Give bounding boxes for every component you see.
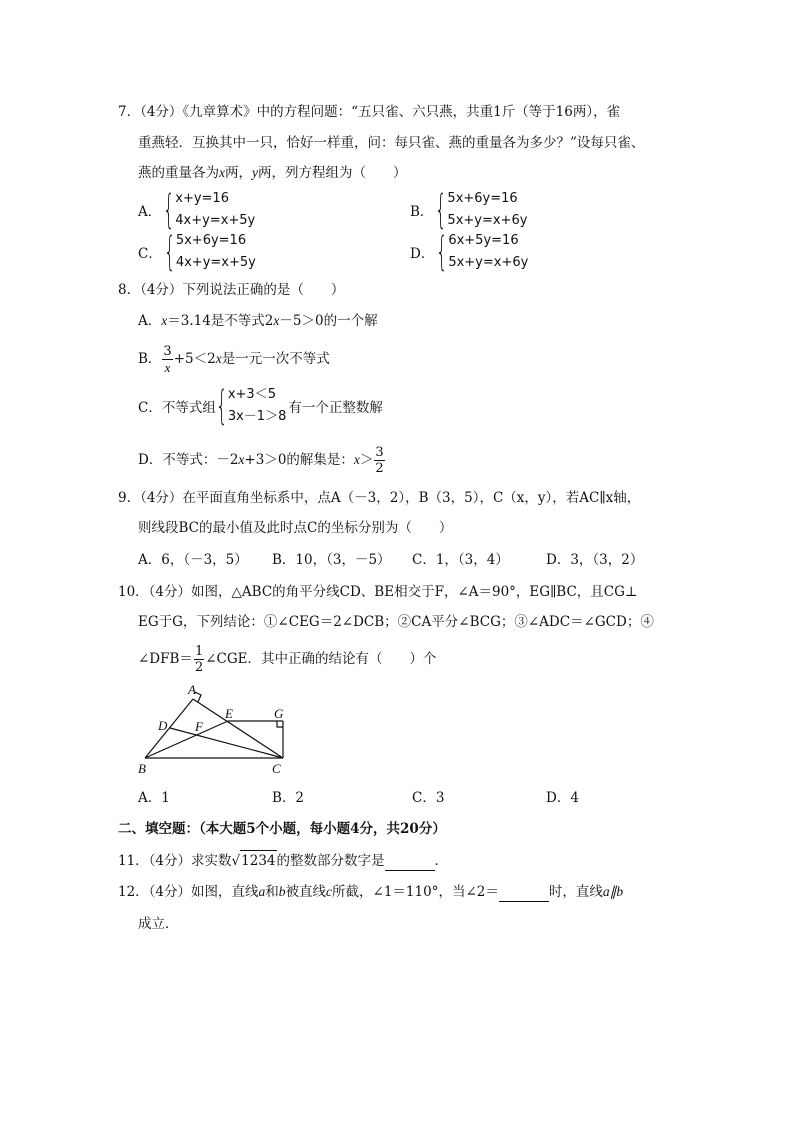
q12-line2: 成立． [138, 916, 179, 932]
q9-line1: 9．（4分）在平面直角坐标系中，点A（－3，2），B（3，5），C（x，y），若AC∥x轴， [118, 490, 641, 506]
q12-answer-blank[interactable] [499, 887, 549, 902]
q9-option-d[interactable]: D．3，（3，2） [546, 552, 644, 568]
q9-line2: 则线段BC的最小值及此时点C的坐标分别为（ ） [138, 520, 453, 536]
q7-line3: 燕的重量各为x两，y两，列方程组为（ ） [138, 165, 407, 181]
q7-option-d[interactable]: D． { 6x+5y=16 5x+y=x+6y [410, 229, 529, 275]
q9-option-a[interactable]: A．6，（－3，5） [138, 552, 248, 568]
q10-line2: EG于G，下列结论：①∠CEG＝2∠DCB；②CA平分∠BCG；③∠ADC＝∠GCD；④ [138, 614, 654, 630]
section-heading-fill-in: 二、填空题：（本大题5个小题，每小题4分，共20分） [118, 821, 446, 837]
q10-option-b[interactable]: B．2 [272, 790, 305, 806]
q12-line1: 12．（4分）如图，直线a和b被直线c所截，∠1＝110°，当∠2＝ 时，直线a∥b [118, 884, 624, 900]
q8-stem: 8．（4分）下列说法正确的是（ ） [118, 282, 345, 298]
q7-line1: 7．（4分）《九章算术》中的方程问题：“五只雀、六只燕，共重1斤（等于16两），雀 [118, 104, 621, 120]
label-G: G [274, 706, 284, 721]
q10-option-d[interactable]: D．4 [546, 790, 579, 806]
q7-line2: 重燕轻．互换其中一只，恰好一样重，问：每只雀、燕的重量各为多少？”设每只雀、 [138, 135, 645, 151]
label-F: F [195, 719, 203, 734]
q11-line: 11．（4分）求实数√1234的整数部分数字是 ． [118, 850, 448, 871]
q10-line1: 10．（4分）如图，△ABC的角平分线CD、BE相交于F，∠A＝90°，EG∥BC，且CG⊥ [118, 584, 638, 600]
q7-option-c[interactable]: C． { 5x+6y=16 4x+y=x+5y [138, 229, 256, 275]
q8-option-c[interactable]: C．不等式组 { x+3＜5 3x－1＞8 有一个正整数解 [138, 383, 383, 429]
q8-option-d[interactable]: D．不等式：－2x+3＞0的解集是：x＞ $\frac{3}{2}$ [138, 445, 384, 476]
q9-option-b[interactable]: B．10，（3，－5） [272, 552, 391, 568]
label-E: E [225, 706, 233, 721]
q11-answer-blank[interactable] [385, 856, 435, 871]
q10-line3: ∠DFB＝ $\frac{1}{2}$ ∠CGE．其中正确的结论有（ ）个 [138, 644, 437, 675]
q9-option-c[interactable]: C．1，（3，4） [412, 552, 509, 568]
q10-geometry-figure [130, 680, 300, 780]
q8-option-a[interactable]: A．x＝3.14是不等式2x－5＞0的一个解 [138, 313, 378, 329]
q10-option-c[interactable]: C．3 [412, 790, 445, 806]
q8-option-b[interactable]: B． $\frac{3}{x}$ +5＜2x是一元一次不等式 [138, 344, 330, 375]
q7-option-b[interactable]: B． { 5x+6y=16 5x+y=x+6y [410, 187, 528, 233]
q10-option-a[interactable]: A．1 [138, 790, 170, 806]
q7-option-a[interactable]: A． { x+y=16 4x+y=x+5y [138, 187, 256, 233]
label-A: A [188, 682, 196, 697]
label-C: C [272, 761, 281, 776]
label-D: D [158, 718, 168, 733]
label-B: B [138, 761, 146, 776]
